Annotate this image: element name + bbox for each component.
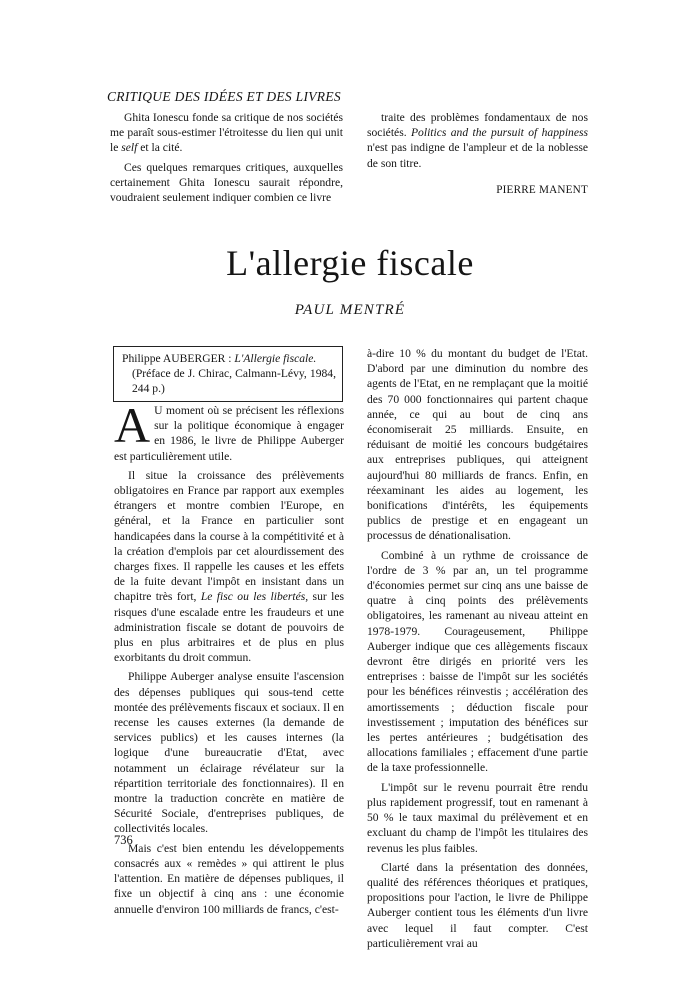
paragraph — [110, 110, 343, 156]
paragraph — [114, 669, 344, 836]
text-run: Il situe la croissance des prélèvements obligatoires en France par rapport aux exemples étrangers et montre combien l'Europe, en général, et la France en particulier sont handicapées dans la course à la compétitivité et à la création d'emplois par cet alourdissement des charges fixes. Il rappelle les causes et les effets de la fuite devant l'impôt en insistant dans un chapitre très fort, — [114, 468, 344, 604]
text-run: à-dire 10 % du montant du budget de l'Etat. D'abord par une diminution du nombre des agents de l'Etat, en ne remplaçant que la moitié des 70 000 fonctionnaires qui partent chaque année, ce qui au bout de cinq ans économiserait 25 milliards. Ensuite, en réduisant de moitié les concours budgétaires aux entreprises publiques, qui atteignent aujourd'hui 80 milliards de francs. Enfin, en réexaminant les aides au logement, les bonifications d'intérêts, les équipements publics de prestige et en engageant un processus de dénationalisation. — [367, 347, 588, 543]
book-reference-line — [122, 352, 316, 365]
article-title: L'allergie fiscale — [226, 243, 474, 283]
drop-cap: A — [114, 397, 151, 453]
text-run: traite des problèmes fondamentaux de nos sociétés. — [367, 111, 588, 140]
article-left-text — [114, 397, 344, 917]
text-run: L'impôt sur le revenu pourrait être rendu plus rapidement progressif, tout en ramenant à 50 % le taux maximal du prélèvement et en excluant du champ de l'impôt les titulaires des revenus les plus faibles. — [367, 780, 588, 855]
article-right-column — [367, 346, 588, 951]
page-number: 736 — [114, 833, 133, 847]
text-run: Philippe AUBERGER : — [122, 352, 235, 365]
previous-article-left-column — [110, 110, 343, 205]
text-run: U moment où se précisent les réflexions sur la politique économique à engager en 1986, le livre de Philippe Auberger est particulièrement utile. — [114, 404, 344, 463]
book-reference-details: (Préface de J. Chirac, Calmann-Lévy, 1984, 244 p.) — [132, 367, 336, 395]
paragraph — [367, 346, 588, 544]
text-run: Philippe Auberger analyse ensuite l'ascension des dépenses publiques qui sous-tend cette montée des prélèvements fiscaux et sociaux. Il en recense les causes externes (la demande de services publics) et les causes internes (la logique d'une bureaucratie d'Etat, avec notamment un éclairage révélateur sur la répartition territoriale des fonctionnaires). Il en montre la traduction concrète en matière de Sécurité Sociale, d'entreprises publiques, de collectivités locales. — [114, 670, 344, 836]
text-run: Ces quelques remarques critiques, auxquelles certainement Ghita Ionescu saurait répondre, voudraient seulement indiquer combien ce livre — [110, 160, 343, 205]
text-run: n'est pas indigne de l'ampleur et de la noblesse de son titre. — [367, 141, 588, 170]
paragraph — [367, 860, 588, 951]
book-reference-box — [113, 346, 343, 402]
italic-text: L'Allergie fiscale. — [234, 352, 317, 365]
article-author: PAUL MENTRÉ — [294, 302, 406, 318]
previous-article-right-column — [367, 110, 588, 198]
paragraph — [114, 841, 344, 917]
signature: PIERRE MANENT — [496, 183, 588, 196]
text-run: Mais c'est bien entendu les développements consacrés aux « remèdes » qui attirent le plus l'attention. En matière de dépenses publiques, il fixe un objectif à cinq ans : une économie annuelle d'environ 100 milliards de francs, c'est- — [114, 841, 344, 916]
article-left-column — [114, 397, 344, 917]
paragraph — [110, 160, 343, 206]
running-head: CRITIQUE DES IDÉES ET DES LIVRES — [107, 89, 341, 104]
text-run: sur les risques d'une escalade entre les fraudeurs et une administration fiscale se dotant de pouvoirs de plus en plus arbitraires et de plus en plus exorbitants du droit commun. — [114, 590, 344, 665]
italic-text: self — [121, 141, 138, 155]
text-run: Ghita Ionescu fonde sa critique de nos sociétés me paraît sous-estimer l'étroitesse du lien qui unit le — [110, 111, 343, 155]
paragraph — [367, 548, 588, 776]
paragraph — [114, 468, 344, 666]
previous-article-right-text — [367, 110, 588, 171]
italic-text: Politics and the pursuit of happiness — [410, 126, 589, 140]
paragraph — [367, 110, 588, 171]
text-run: et la cité. — [137, 141, 183, 155]
text-run: Combiné à un rythme de croissance de l'ordre de 3 % par an, un tel programme d'économies permet sur cinq ans une baisse de quatre à cinq points des prélèvements obligatoires, les ramenant au niveau atteint en 1978-1979. Courageusement, Philippe Auberger indique que ces allègements fiscaux devront être dirigés en priorité vers les entreprises : baisse de l'impôt sur les sociétés pour les bénéfices réinvestis ; accélération des amortissements ; déduction fiscale pour investissement ; imputation des bénéfices sur les pertes antérieures ; budgétisation des allocations familiales ; effacement d'une partie de la taxe professionnelle. — [367, 548, 588, 775]
italic-text: Le fisc ou les libertés, — [200, 590, 309, 604]
text-run: Clarté dans la présentation des données, qualité des références théoriques et pratiques, propositions pour l'action, le livre de Philippe Auberger contient tous les éléments d'un livre avec lequel il faut compter. C'est particulièrement vrai au — [367, 860, 588, 950]
paragraph — [367, 780, 588, 856]
